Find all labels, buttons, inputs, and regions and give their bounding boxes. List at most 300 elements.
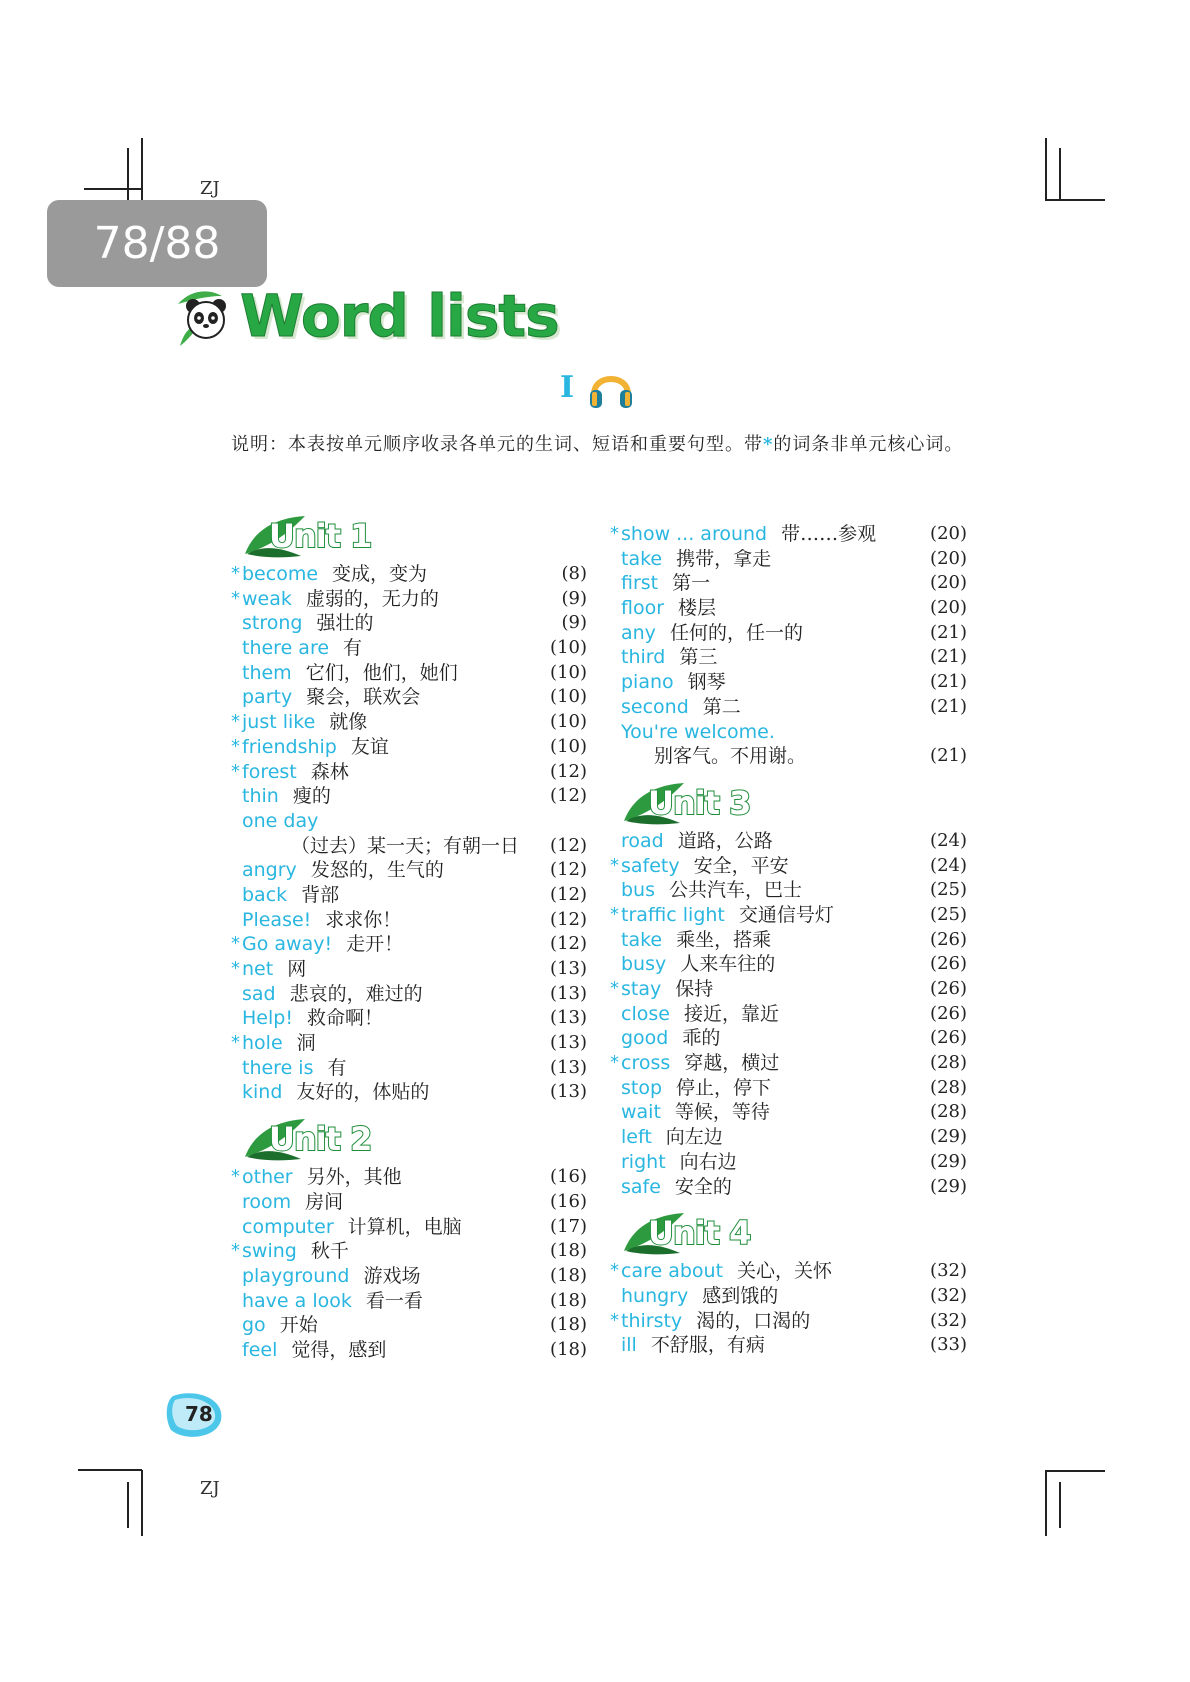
entry-page-ref: (32): [930, 1309, 967, 1331]
entry-page-ref: (21): [930, 671, 967, 693]
entry-word-text: safe: [621, 1175, 661, 1198]
entry-word-text: stop: [621, 1076, 663, 1099]
non-core-star: *: [610, 1260, 619, 1282]
entry-meaning: 虚弱的，无力的: [305, 587, 439, 610]
entry-meaning: 第一: [672, 572, 711, 595]
non-core-star: *: [231, 563, 240, 584]
entry-word: [621, 903, 834, 928]
entry-word: [621, 1150, 737, 1175]
entry-word: [242, 1190, 343, 1215]
entry-meaning: 任何的，任一的: [669, 621, 803, 644]
entry-page-ref: (20): [930, 572, 967, 594]
entry-word-text: right: [621, 1150, 666, 1173]
entry-meaning: 向左边: [665, 1126, 723, 1149]
entry-meaning: 就像: [329, 711, 368, 734]
intro-note: [231, 428, 971, 461]
entry-word: [621, 1026, 720, 1051]
entry-meaning: 第二: [702, 695, 741, 718]
word-entry: [231, 661, 587, 686]
entry-meaning: 公共汽车，巴士: [669, 879, 803, 902]
word-entry: [610, 744, 967, 769]
entry-meaning: 有: [327, 1056, 347, 1079]
word-entry: [231, 1289, 587, 1314]
entry-page-ref: (32): [930, 1284, 967, 1306]
entry-page-ref: (28): [930, 1052, 967, 1074]
entry-page-ref: (21): [930, 621, 967, 643]
entry-word-text: back: [242, 883, 288, 906]
entry-word-text: third: [621, 646, 666, 669]
entry-meaning: 网: [287, 958, 307, 980]
entry-word-text: them: [242, 661, 292, 684]
non-core-star: *: [231, 735, 240, 757]
unit-heading: [622, 777, 967, 829]
entry-word-text: show ... around: [621, 523, 768, 545]
entry-meaning: 交通信号灯: [738, 903, 834, 926]
entry-page-ref: (28): [930, 1076, 967, 1098]
entry-meaning: 感到饿的: [702, 1284, 779, 1307]
entry-page-ref: (26): [930, 1002, 967, 1024]
entry-meaning: 瘦的: [292, 785, 331, 808]
crop-mark: [1045, 199, 1105, 201]
entry-word: [242, 636, 362, 661]
word-entry: [610, 928, 967, 953]
left-column: [231, 510, 587, 1363]
entry-page-ref: (24): [930, 829, 967, 851]
right-column: [610, 518, 967, 1358]
entry-meaning: 悲哀的，难过的: [289, 982, 423, 1005]
entry-meaning: （过去）某一天；有朝一日: [291, 834, 520, 857]
entry-word: [242, 1264, 420, 1289]
entry-word-text: Please!: [242, 908, 312, 931]
unit-heading: [243, 1113, 587, 1165]
word-entry: [610, 1175, 967, 1200]
entry-word-text: any: [621, 621, 656, 644]
entry-page-ref: (16): [550, 1190, 587, 1212]
entry-page-ref: (10): [550, 661, 587, 683]
entry-word-text: sad: [242, 982, 276, 1005]
word-entry: [231, 685, 587, 710]
word-entry: [231, 834, 587, 859]
entry-word: [621, 1259, 832, 1284]
entry-word-text: hole: [242, 1032, 283, 1055]
entry-word: [242, 611, 374, 636]
entry-word-text: ill: [621, 1334, 637, 1357]
crop-mark: [127, 1482, 129, 1528]
entry-word: [621, 596, 716, 621]
entry-meaning: 友谊: [350, 735, 389, 758]
entry-word-text: Help!: [242, 1007, 293, 1030]
word-entry: [231, 1313, 587, 1338]
section-mark: [560, 362, 634, 412]
entry-page-ref: (13): [550, 958, 587, 979]
word-entry: [231, 858, 587, 883]
non-core-star: *: [610, 1052, 619, 1074]
entry-word-text: floor: [621, 597, 665, 620]
entry-page-ref: (10): [550, 735, 587, 757]
crop-mark: [1059, 148, 1061, 200]
entry-word: [621, 522, 876, 547]
word-entry: [231, 1080, 587, 1105]
intro-star: *: [763, 434, 774, 455]
entry-page-ref: (21): [930, 745, 967, 767]
entry-word: [242, 760, 349, 785]
entry-page-ref: (20): [930, 523, 967, 544]
entry-word: [242, 587, 439, 612]
non-core-star: *: [231, 958, 240, 979]
entry-meaning: 道路，公路: [677, 829, 773, 852]
page-title: Word lists: [240, 282, 559, 350]
entry-word: [242, 957, 306, 982]
word-entry: [231, 636, 587, 661]
entry-meaning: 友好的，体贴的: [296, 1081, 430, 1104]
crop-mark: [141, 138, 143, 200]
entry-word: [621, 720, 789, 745]
entry-word: [621, 1284, 778, 1309]
entry-meaning: 洞: [296, 1032, 316, 1055]
word-entry: [610, 952, 967, 977]
entry-word: [621, 1125, 723, 1150]
word-entry: [231, 1056, 587, 1081]
entry-word: [242, 982, 423, 1007]
entry-word: [242, 1006, 383, 1031]
word-entry: [610, 547, 967, 572]
entry-page-ref: (18): [550, 1314, 587, 1336]
word-entry: [610, 720, 967, 745]
entry-word: [242, 562, 427, 587]
word-entry: [610, 1125, 967, 1150]
word-entry: [610, 1309, 967, 1334]
entry-meaning: 计算机，电脑: [347, 1215, 462, 1238]
entry-meaning: 携带，拿走: [676, 547, 772, 570]
entry-page-ref: (9): [561, 587, 587, 609]
entry-meaning: 走开！: [346, 933, 404, 956]
crop-mark: [78, 1469, 142, 1471]
entry-page-ref: (26): [930, 928, 967, 950]
entry-page-ref: (12): [550, 760, 587, 782]
word-entry: [231, 784, 587, 809]
word-entry: [610, 1333, 967, 1358]
entry-word-text: there is: [242, 1056, 314, 1079]
entry-word-text: party: [242, 686, 293, 709]
word-entry: [610, 1026, 967, 1051]
entry-meaning: 聚会，联欢会: [306, 686, 421, 709]
crop-mark: [1045, 1470, 1047, 1536]
entry-word: [621, 1051, 779, 1076]
entry-word-text: Go away!: [242, 933, 333, 956]
entry-word-text: left: [621, 1126, 652, 1149]
entry-word-text: You're welcome.: [621, 720, 775, 743]
word-entry: [231, 611, 587, 636]
intro-text-after: 的词条非单元核心词。: [773, 434, 964, 455]
entry-meaning: 关心，关怀: [737, 1260, 833, 1283]
section-numeral: I: [560, 369, 575, 405]
non-core-star: *: [610, 523, 619, 544]
entry-page-ref: (12): [550, 834, 587, 856]
word-entry: [610, 854, 967, 879]
entry-meaning: 安全的: [674, 1175, 732, 1198]
entry-page-ref: (12): [550, 859, 587, 881]
entry-word: [242, 809, 332, 834]
entry-word-text: have a look: [242, 1289, 352, 1312]
crop-mark: [84, 188, 142, 190]
entry-word: [621, 547, 771, 572]
entry-word-text: second: [621, 695, 689, 718]
entry-word-text: bus: [621, 879, 656, 902]
entry-word: [242, 908, 401, 933]
word-entry: [231, 932, 587, 957]
word-entry: [231, 1006, 587, 1031]
entry-meaning: 救命啊！: [306, 1007, 383, 1030]
entry-word: [242, 1313, 318, 1338]
crop-mark: [141, 1470, 143, 1536]
entry-word-text: hungry: [621, 1284, 689, 1307]
entry-word-text: take: [621, 928, 663, 951]
non-core-star: *: [610, 903, 619, 925]
entry-page-ref: (29): [930, 1126, 967, 1148]
entry-page-ref: (32): [930, 1260, 967, 1282]
entry-word: [621, 1002, 779, 1027]
entry-meaning: 不舒服，有病: [650, 1334, 765, 1357]
entry-word-text: first: [621, 572, 659, 595]
entry-word: [621, 670, 726, 695]
entry-page-ref: (13): [550, 1056, 587, 1078]
page-badge: 78/88: [47, 200, 267, 287]
entry-word-text: one day: [242, 809, 319, 832]
word-entry: [610, 1051, 967, 1076]
non-core-star: *: [231, 1166, 240, 1188]
entry-meaning: 等候，等待: [674, 1101, 770, 1124]
entry-word-text: playground: [242, 1264, 350, 1287]
word-entry: [231, 957, 587, 982]
entry-word: [242, 1165, 402, 1190]
entry-word: [621, 645, 717, 670]
entry-page-ref: (8): [561, 563, 587, 584]
entry-word-text: forest: [242, 760, 297, 783]
word-entry: [231, 809, 587, 834]
entry-word-text: go: [242, 1314, 266, 1337]
entry-meaning: 带……参观: [781, 523, 877, 545]
entry-page-ref: (20): [930, 597, 967, 619]
entry-word: [242, 1215, 462, 1240]
entry-word: [242, 858, 444, 883]
unit-label: Unit 3: [648, 783, 751, 822]
non-core-star: *: [231, 933, 240, 955]
entry-page-ref: (16): [550, 1166, 587, 1188]
entry-page-ref: (25): [930, 903, 967, 925]
word-entry: [610, 1100, 967, 1125]
entry-word: [621, 1175, 732, 1200]
word-entry: [610, 571, 967, 596]
entry-page-ref: (20): [930, 547, 967, 569]
word-entry: [231, 710, 587, 735]
unit-heading: [622, 1207, 967, 1259]
entry-word: [242, 1289, 423, 1314]
entry-page-ref: (21): [930, 646, 967, 668]
entry-meaning: 强壮的: [316, 612, 374, 635]
entry-meaning: 楼层: [678, 597, 717, 620]
entry-page-ref: (18): [550, 1289, 587, 1311]
word-entry: [231, 1190, 587, 1215]
entry-meaning: 背部: [301, 883, 340, 906]
entry-meaning: 另外，其他: [306, 1166, 402, 1189]
entry-word-text: weak: [242, 587, 292, 610]
word-entry: [231, 1215, 587, 1240]
crop-mark: [1059, 1482, 1061, 1528]
entry-page-ref: (33): [930, 1334, 967, 1356]
word-list: [610, 1259, 967, 1358]
entry-word-text: safety: [621, 854, 680, 877]
word-entry: [231, 1239, 587, 1264]
word-entry: [231, 562, 587, 587]
entry-page-ref: (26): [930, 1027, 967, 1049]
intro-text-before: 说明：本表按单元顺序收录各单元的生词、短语和重要句型。带: [231, 434, 763, 455]
word-entry: [231, 1031, 587, 1056]
word-entry: [610, 1259, 967, 1284]
entry-meaning: 秋千: [310, 1240, 349, 1263]
entry-meaning: 保持: [675, 978, 714, 1000]
entry-word-text: thin: [242, 785, 279, 808]
entry-meaning: 发怒的，生气的: [310, 859, 444, 882]
word-entry: [231, 982, 587, 1007]
non-core-star: *: [231, 1240, 240, 1262]
word-entry: [610, 1150, 967, 1175]
entry-meaning: 钢琴: [687, 671, 726, 694]
entry-word-text: kind: [242, 1081, 283, 1104]
entry-word-text: feel: [242, 1338, 278, 1361]
entry-meaning: 房间: [305, 1190, 344, 1213]
entry-page-ref: (18): [550, 1338, 587, 1360]
entry-word: [621, 1309, 810, 1334]
entry-meaning: 人来车往的: [680, 953, 776, 976]
entry-page-ref: (13): [550, 1032, 587, 1054]
word-entry: [610, 645, 967, 670]
word-entry: [610, 878, 967, 903]
entry-word-text: wait: [621, 1101, 661, 1124]
entry-word: [621, 621, 803, 646]
entry-word-text: friendship: [242, 735, 337, 758]
word-entry: [231, 760, 587, 785]
entry-word-text: strong: [242, 612, 303, 635]
entry-word-text: net: [242, 958, 274, 980]
unit-label: Unit 1: [269, 517, 372, 555]
page-number: 78: [185, 1402, 213, 1426]
word-entry: [231, 883, 587, 908]
entry-page-ref: (10): [550, 711, 587, 733]
entry-meaning: 停止，停下: [676, 1076, 772, 1099]
entry-meaning: 别客气。不用谢。: [654, 745, 807, 768]
entry-meaning: 渴的，口渴的: [696, 1309, 811, 1332]
entry-word: [242, 1338, 386, 1363]
word-list: [610, 522, 967, 769]
word-entry: [610, 695, 967, 720]
entry-page-ref: (13): [550, 982, 587, 1004]
word-entry: [610, 1076, 967, 1101]
entry-word-text: piano: [621, 671, 674, 694]
entry-meaning: 第三: [679, 646, 718, 669]
non-core-star: *: [610, 978, 619, 999]
entry-meaning: 有: [343, 637, 363, 660]
word-entry: [610, 977, 967, 1002]
non-core-star: *: [231, 711, 240, 733]
entry-meaning: 看一看: [365, 1289, 423, 1312]
entry-meaning: 游戏场: [363, 1264, 421, 1287]
entry-page-ref: (28): [930, 1101, 967, 1123]
header-code: ZJ: [200, 178, 220, 199]
entry-meaning: 乖的: [682, 1027, 721, 1050]
entry-page-ref: (29): [930, 1150, 967, 1172]
word-entry: [610, 1284, 967, 1309]
entry-meaning: 它们，他们，她们: [305, 661, 458, 684]
word-lists-title: [176, 282, 559, 350]
entry-page-ref: (13): [550, 1007, 587, 1029]
entry-word-text: become: [242, 563, 319, 585]
entry-word-text: other: [242, 1166, 293, 1189]
entry-word: [242, 1056, 347, 1081]
entry-word: [242, 685, 420, 710]
entry-page-ref: (29): [930, 1175, 967, 1197]
entry-page-ref: (13): [550, 1081, 587, 1103]
entry-word-text: cross: [621, 1052, 671, 1075]
entry-word-text: take: [621, 547, 663, 570]
entry-word-text: good: [621, 1027, 669, 1050]
entry-meaning: 变成，变为: [332, 563, 428, 585]
entry-word: [242, 1031, 316, 1056]
entry-word: [242, 883, 339, 908]
entry-word: [242, 1239, 349, 1264]
entry-word: [242, 735, 389, 760]
entry-word: [242, 661, 458, 686]
entry-page-ref: (26): [930, 953, 967, 975]
entry-page-ref: (10): [550, 637, 587, 659]
entry-word: [621, 854, 789, 879]
entry-page-ref: (24): [930, 854, 967, 876]
entry-meaning: 向右边: [679, 1150, 737, 1173]
entry-word: [242, 932, 403, 957]
entry-word: [621, 829, 773, 854]
word-entry: [610, 522, 967, 547]
non-core-star: *: [231, 587, 240, 609]
entry-page-ref: (26): [930, 978, 967, 999]
entry-page-ref: (17): [550, 1215, 587, 1237]
crop-mark: [1045, 1470, 1105, 1472]
entry-word: [621, 1100, 770, 1125]
crop-mark: [1045, 138, 1047, 200]
crop-mark: [127, 148, 129, 200]
entry-word: [621, 878, 802, 903]
entry-page-ref: (12): [550, 785, 587, 807]
entry-page-ref: (9): [561, 612, 587, 634]
word-entry: [610, 670, 967, 695]
non-core-star: *: [231, 1032, 240, 1054]
entry-word: [242, 1080, 429, 1105]
footer-code: ZJ: [200, 1478, 220, 1499]
word-entry: [231, 1338, 587, 1363]
unit-label: Unit 4: [648, 1214, 751, 1253]
word-list: [231, 562, 587, 1105]
entry-page-ref: (12): [550, 933, 587, 955]
entry-word-text: busy: [621, 953, 667, 976]
entry-word: [621, 695, 741, 720]
entry-word: [621, 952, 775, 977]
entry-word: [242, 784, 331, 809]
unit-heading: [243, 510, 587, 562]
word-list: [610, 829, 967, 1199]
entry-word-text: care about: [621, 1260, 724, 1283]
entry-meaning: 森林: [310, 760, 349, 783]
entry-page-ref: (12): [550, 883, 587, 905]
entry-word-text: traffic light: [621, 903, 725, 926]
entry-meaning: 穿越，横过: [684, 1052, 780, 1075]
